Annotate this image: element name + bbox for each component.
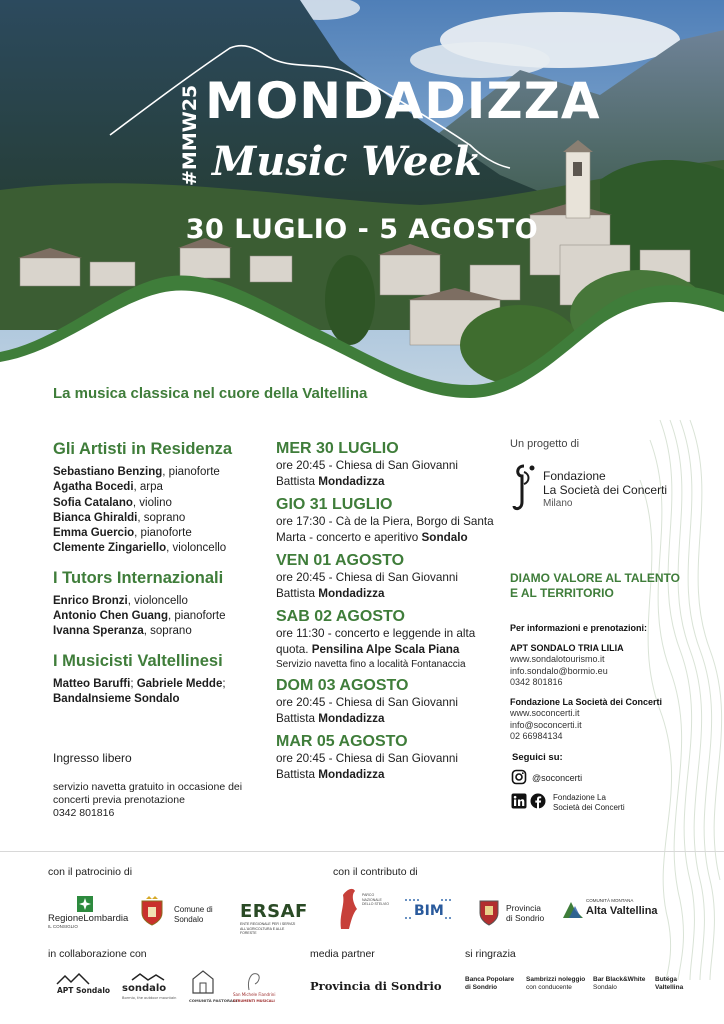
slogan-line2: E AL TERRITORIO — [510, 586, 614, 600]
ersaf-logo: ERSAF — [240, 901, 308, 922]
lombardia-name: RegioneLombardia — [48, 913, 129, 924]
facebook-page[interactable] — [553, 793, 625, 812]
thanks-item — [465, 976, 514, 992]
thanks-line1: Bar Black&White — [593, 976, 646, 983]
thanks-line2: Sondalo — [593, 984, 617, 991]
thanks-line1: Butéga — [655, 976, 678, 983]
separator: ; — [130, 677, 137, 690]
event-details — [276, 751, 496, 783]
list-item — [53, 526, 268, 541]
thanks-item — [593, 976, 645, 992]
fsc-logo-icon — [510, 462, 538, 514]
tutors-heading: I Tutors Internazionali — [53, 568, 224, 587]
provincia-crest-icon — [478, 897, 500, 927]
event-location: Mondadizza — [318, 768, 385, 781]
list-item — [53, 465, 268, 480]
artist-name: Agatha Bocedi — [53, 481, 134, 494]
san-michele-fiandrini-logo-icon — [233, 968, 277, 1006]
tagline: La musica classica nel cuore della Valtellina — [53, 385, 368, 402]
tutor-role: , soprano — [143, 625, 192, 638]
list-item — [53, 496, 268, 511]
list-item — [53, 609, 268, 624]
fsc-email-link[interactable]: info@soconcerti.it — [510, 719, 582, 730]
thanks-line2: di Sondrio — [465, 984, 498, 991]
parco-stelvio-logo-icon — [337, 885, 359, 933]
artist-role: , pianoforte — [162, 466, 220, 478]
provincia-contributor — [506, 903, 544, 923]
musician-name: BandaInsieme Sondalo — [53, 692, 180, 705]
thanks-line1: Sambrizzi noleggio — [526, 976, 586, 983]
instagram-icon[interactable] — [511, 769, 527, 785]
smf-sub-text: STRUMENTI MUSICALI — [233, 999, 275, 1003]
list-item — [53, 541, 268, 556]
org-line1: Fondazione — [543, 469, 606, 483]
thanks-line1: Banca Popolare — [465, 976, 515, 983]
event-details — [276, 626, 496, 658]
artists-list — [53, 465, 268, 557]
ersaf-sub: ENTE REGIONALE PER I SERVIZI ALL'AGRICOLTURA E ALLE FORESTE — [240, 922, 296, 935]
bim-text: BIM — [414, 903, 444, 919]
event-day: VEN 01 AGOSTO — [276, 552, 405, 569]
footer-divider — [0, 851, 724, 852]
slogan — [510, 571, 680, 601]
event-note: Servizio navetta fino a località Fontanaccia — [276, 659, 466, 670]
cm-small-label: COMUNITÀ MONTANA — [586, 898, 634, 903]
event-text: ore 11:30 - concerto e leggende in alta quota. — [276, 627, 476, 656]
cm-name: Alta Valtellina — [586, 905, 658, 917]
contribution-label: con il contributo di — [333, 866, 418, 878]
smf-text: San Michele Fiandrini — [233, 992, 276, 997]
tutor-name: Antonio Chen Guang — [53, 610, 168, 623]
musician-name: Matteo Baruffi — [53, 677, 131, 690]
list-item — [53, 511, 268, 526]
slogan-line1: DIAMO VALORE AL TALENTO — [510, 571, 680, 585]
event-text: ore 20:45 - Chiesa di San Giovanni Battista — [276, 696, 458, 725]
lombardia-logo-icon — [77, 896, 93, 912]
event-location: Sondalo — [421, 531, 468, 544]
apt-text: APT Sondalo — [57, 986, 111, 995]
facebook-icon[interactable] — [530, 793, 546, 809]
parco-label: PARCO NAZIONALE DELLO STELVIO — [362, 893, 389, 906]
instagram-handle[interactable]: @soconcerti — [532, 773, 583, 783]
event-day: GIO 31 LUGLIO — [276, 496, 393, 513]
fb-line1: Fondazione La — [553, 793, 606, 802]
event-text: ore 20:45 - Chiesa di San Giovanni Battista — [276, 459, 458, 488]
apt-email-link[interactable]: info.sondalo@bormio.eu — [510, 665, 608, 676]
free-entry: Ingresso libero — [53, 751, 132, 765]
comunita-montana-logo-icon — [563, 900, 583, 918]
fsc-org-name — [543, 469, 667, 511]
event-location: Pensilina Alpe Scala Piana — [311, 643, 460, 656]
tutor-role: , pianoforte — [167, 610, 226, 623]
sondalo-sub-text: Bormio, the outdoor mountain — [122, 996, 177, 1000]
linkedin-icon[interactable] — [511, 793, 527, 809]
event-location: Mondadizza — [318, 475, 385, 488]
list-item — [53, 480, 268, 495]
events-column — [276, 440, 496, 783]
event-location: Mondadizza — [318, 587, 385, 600]
info-block — [510, 623, 710, 743]
social-heading: Seguici su: — [512, 752, 563, 763]
thanks-item — [655, 976, 683, 992]
event-day: SAB 02 AGOSTO — [276, 608, 405, 625]
event-details — [276, 570, 496, 602]
artist-role: , violoncello — [166, 542, 227, 555]
event-day: MER 30 LUGLIO — [276, 440, 399, 457]
sondalo-comune — [174, 905, 213, 925]
thanks-item — [526, 976, 585, 992]
event-day: DOM 03 AGOSTO — [276, 677, 409, 694]
bim-logo-icon — [400, 894, 458, 924]
event-details — [276, 514, 496, 546]
comunita-pastorale-logo-icon — [189, 969, 238, 1005]
artist-name: Clemente Zingariello — [53, 542, 167, 555]
apt-website-link[interactable]: www.sondalotourismo.it — [510, 654, 605, 664]
comunita-text: COMUNITÀ PASTORALE — [189, 998, 238, 1003]
tutor-name: Enrico Bronzi — [53, 594, 128, 607]
event-details — [276, 695, 496, 727]
tutor-name: Ivanna Speranza — [53, 625, 144, 638]
event-text: ore 20:45 - Chiesa di San Giovanni Battista — [276, 571, 458, 600]
event-location: Mondadizza — [318, 712, 385, 725]
musician-name: Gabriele Medde — [136, 677, 223, 690]
artist-role: , arpa — [133, 481, 163, 494]
comune-line1: Comune di — [174, 905, 213, 914]
thanks-line2: con conducente — [526, 984, 572, 991]
provincia-line1: Provincia — [506, 903, 541, 913]
musicians-list — [53, 677, 268, 708]
artist-name: Bianca Ghiraldi — [53, 511, 138, 524]
hashtag-text: #MMW25 — [179, 84, 201, 186]
tutors-list — [53, 594, 268, 640]
sondalo-crest-icon — [140, 895, 164, 927]
mountain-village-photo — [0, 0, 724, 420]
artist-name: Sebastiano Benzing — [53, 466, 163, 478]
event-subtitle: Music Week — [212, 138, 482, 185]
event-details — [276, 458, 496, 490]
artist-name: Sofia Catalano — [53, 496, 133, 509]
tutor-role: , violoncello — [127, 594, 188, 607]
patronage-label: con il patrocinio di — [48, 866, 133, 878]
fb-line2: Società dei Concerti — [553, 802, 625, 812]
media-partner-logo: Provincia di Sondrio — [310, 979, 442, 993]
org-city: Milano — [543, 498, 573, 509]
org-line2: La Società dei Concerti — [543, 483, 668, 497]
apt-sondalo-logo-icon — [55, 972, 111, 995]
event-day: MAR 05 AGOSTO — [276, 733, 408, 750]
event-dates: 30 LUGLIO - 5 AGOSTO — [185, 214, 539, 245]
thanks-label: si ringrazia — [465, 948, 516, 960]
hero-image — [0, 0, 724, 420]
artists-column — [53, 440, 268, 707]
comune-line2: Sondalo — [174, 915, 204, 924]
project-label: Un progetto di — [510, 438, 580, 450]
musicians-heading: I Musicisti Valtellinesi — [53, 651, 223, 670]
artist-name: Emma Guercio — [53, 527, 135, 540]
artist-role: , soprano — [137, 511, 186, 524]
hashtag-vertical — [178, 76, 200, 186]
apt-name: APT SONDALO TRIA LILIA — [510, 642, 624, 653]
apt-phone: 0342 801816 — [510, 677, 563, 687]
fsc-website-link[interactable]: www.soconcerti.it — [510, 708, 580, 718]
list-item — [53, 594, 268, 609]
media-label: media partner — [310, 948, 375, 960]
separator: ; — [222, 677, 226, 690]
sondalo-text: sondalo — [122, 983, 167, 994]
lombardia-sub: IL CONSIGLIO — [48, 924, 78, 929]
artist-role: , violino — [132, 496, 172, 509]
event-title: MONDADIZZA — [205, 72, 601, 130]
artist-role: , pianoforte — [134, 527, 192, 540]
provincia-line2: di Sondrio — [506, 913, 545, 923]
artists-heading: Gli Artisti in Residenza — [53, 440, 233, 458]
event-text: ore 17:30 - Cà de la Piera, Borgo di Santa Marta - concerto e aperitivo — [276, 515, 494, 544]
sondalo-tourism-logo-icon — [122, 972, 177, 1002]
shuttle-text: servizio navetta gratuito in occasione dei concerti previa prenotazione — [53, 781, 243, 806]
list-item — [53, 624, 268, 639]
collab-label: in collaborazione con — [48, 948, 147, 960]
info-heading: Per informazioni e prenotazioni: — [510, 623, 648, 633]
fsc-phone: 02 66984134 — [510, 731, 563, 741]
event-text: ore 20:45 - Chiesa di San Giovanni Battista — [276, 752, 458, 781]
fsc-name: Fondazione La Società dei Concerti — [510, 696, 663, 707]
shuttle-info — [53, 781, 253, 820]
thanks-line2: Valtellina — [655, 984, 684, 991]
shuttle-phone: 0342 801816 — [53, 807, 115, 819]
